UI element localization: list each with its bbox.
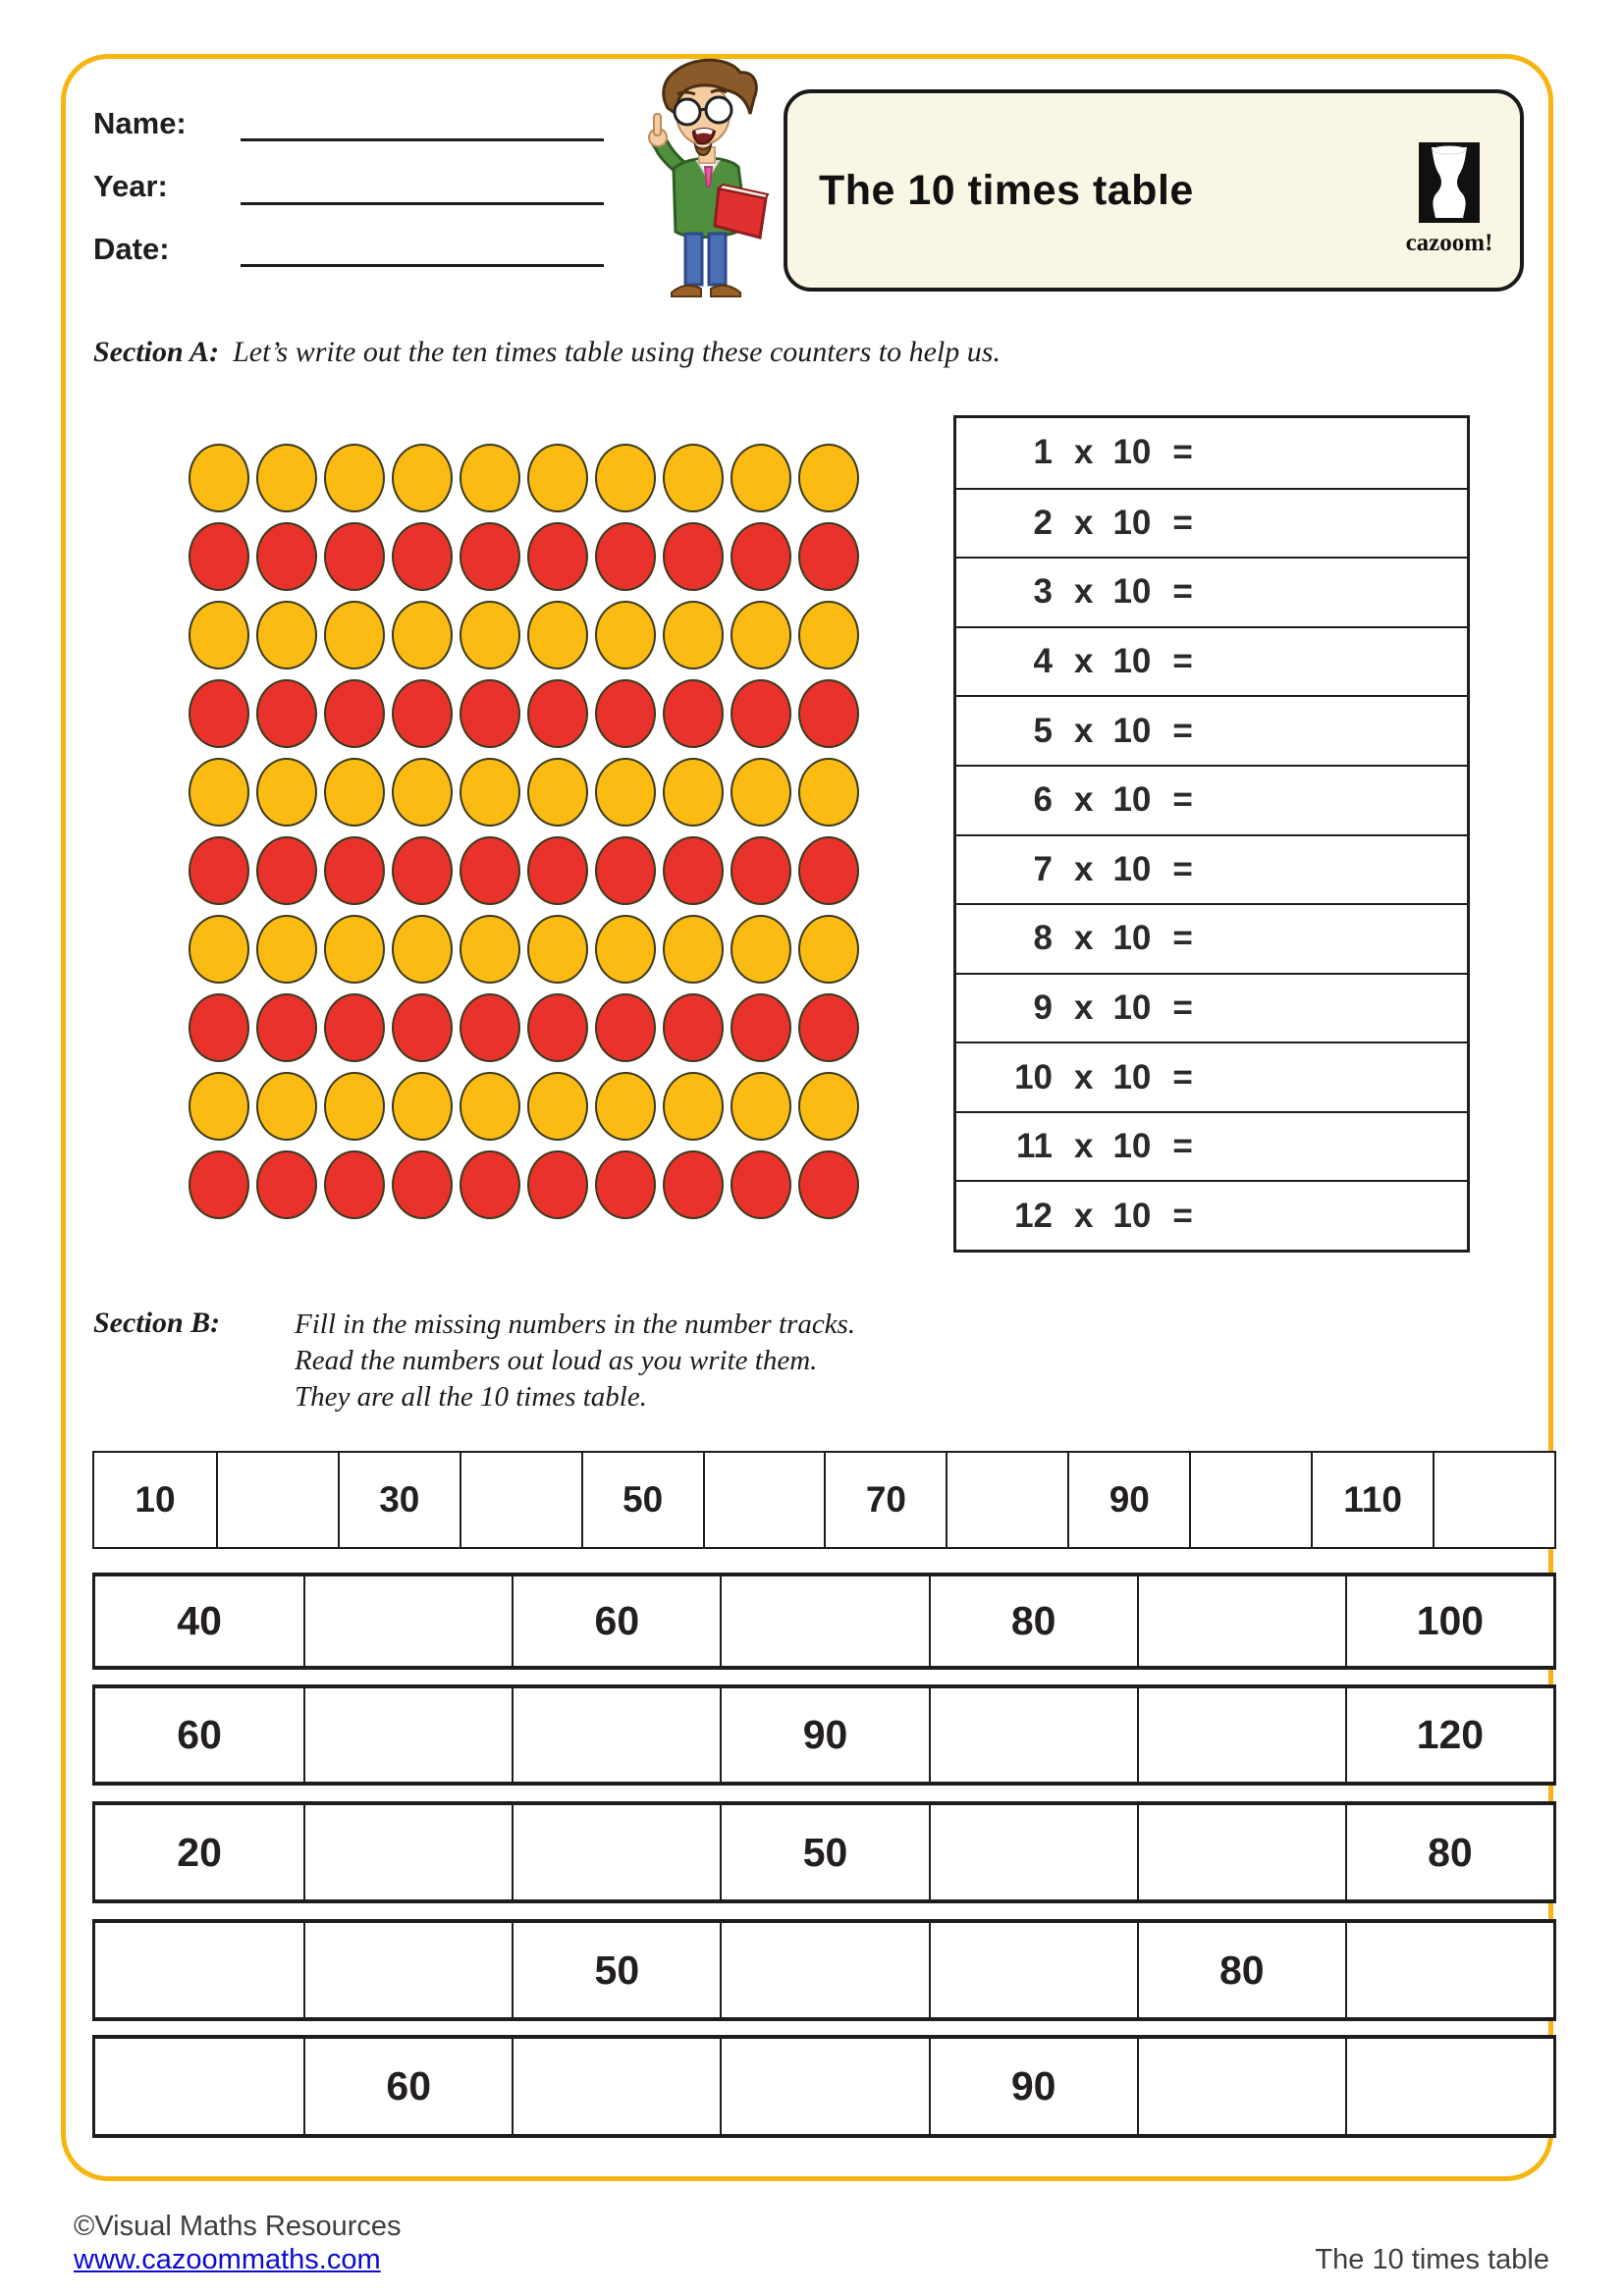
times-table-row — [956, 834, 1467, 904]
section-b-line-1: Fill in the missing numbers in the number tracks. — [295, 1308, 856, 1340]
track-cell-empty[interactable] — [95, 2039, 303, 2134]
yellow-counter — [798, 915, 859, 984]
track-cell-filled: 60 — [512, 1576, 720, 1666]
red-counter — [595, 522, 656, 591]
multiply-sign: x — [1074, 503, 1094, 542]
red-counter — [392, 836, 453, 905]
worksheet-title: The 10 times table — [819, 166, 1194, 214]
number-track — [92, 1919, 1556, 2021]
yellow-counter — [460, 444, 520, 512]
red-counter — [731, 1150, 791, 1219]
multiplicand: 12 — [1014, 1196, 1053, 1235]
multiply-sign: x — [1074, 849, 1094, 888]
track-cell-filled: 60 — [177, 1712, 222, 1757]
answer-space[interactable] — [1193, 836, 1467, 904]
red-counter — [256, 522, 317, 591]
yellow-counter — [324, 1072, 385, 1141]
track-cell-filled: 50 — [581, 1453, 703, 1547]
answer-space[interactable] — [1193, 767, 1467, 834]
red-counter — [731, 836, 791, 905]
red-counter — [189, 993, 249, 1062]
red-counter — [527, 679, 588, 748]
times-table-row — [956, 765, 1467, 834]
yellow-counter — [527, 758, 588, 827]
cazoom-logo-text: cazoom! — [1405, 230, 1493, 256]
red-counter — [460, 679, 520, 748]
yellow-counter — [663, 915, 724, 984]
equals-sign: = — [1172, 572, 1193, 612]
red-counter — [324, 993, 385, 1062]
equals-sign: = — [1172, 642, 1193, 681]
red-counter — [731, 993, 791, 1062]
red-counter — [731, 679, 791, 748]
answer-space[interactable] — [1193, 559, 1467, 626]
answer-space[interactable] — [1193, 1113, 1467, 1181]
yellow-counter — [324, 444, 385, 512]
section-b-line-2: Read the numbers out loud as you write them. — [295, 1345, 818, 1376]
track-cell-empty[interactable] — [303, 1923, 512, 2017]
times-table-row — [956, 973, 1467, 1042]
track-cell-empty[interactable] — [929, 1923, 1137, 2017]
multiplier: 10 — [1112, 1196, 1152, 1235]
track-cell-filled: 40 — [177, 1598, 222, 1643]
answer-space[interactable] — [1193, 697, 1467, 765]
multiplier: 10 — [1112, 711, 1152, 750]
times-table-row — [956, 557, 1467, 626]
yellow-counter — [731, 915, 791, 984]
number-tracks — [92, 1451, 1556, 2143]
red-counter — [595, 1150, 656, 1219]
track-cell-empty[interactable] — [1189, 1453, 1311, 1547]
multiplicand: 4 — [1033, 642, 1053, 681]
equals-sign: = — [1172, 780, 1193, 820]
red-counter — [392, 522, 453, 591]
track-cell-empty[interactable] — [512, 1805, 720, 1899]
red-counter — [189, 522, 249, 591]
red-counter — [527, 836, 588, 905]
equals-sign: = — [1172, 988, 1193, 1027]
multiplier: 10 — [1112, 988, 1152, 1027]
yellow-counter — [460, 1072, 520, 1141]
track-cell-empty[interactable] — [1137, 1576, 1345, 1666]
track-cell-filled: 90 — [720, 1688, 928, 1782]
yellow-counter — [392, 915, 453, 984]
cazoom-vase-icon — [1419, 142, 1480, 223]
track-cell-empty[interactable] — [303, 1688, 512, 1782]
track-cell-filled: 90 — [929, 2039, 1137, 2134]
times-table-row — [956, 695, 1467, 765]
name-label: Name: — [93, 106, 187, 140]
red-counter — [189, 1150, 249, 1219]
red-counter — [595, 836, 656, 905]
track-cell-filled: 10 — [135, 1479, 176, 1520]
multiplier: 10 — [1112, 780, 1152, 820]
track-cell-filled: 60 — [303, 2039, 512, 2134]
multiplicand: 6 — [1033, 780, 1053, 820]
red-counter — [798, 1150, 859, 1219]
multiply-sign: x — [1074, 433, 1094, 472]
yellow-counter — [189, 601, 249, 669]
year-input-line[interactable] — [241, 202, 604, 205]
equals-sign: = — [1172, 503, 1193, 542]
yellow-counter — [324, 758, 385, 827]
multiplicand: 1 — [1033, 433, 1053, 472]
answer-space[interactable] — [1193, 1182, 1467, 1250]
yellow-counter — [392, 1072, 453, 1141]
track-cell-filled: 80 — [1137, 1923, 1345, 2017]
red-counter — [392, 679, 453, 748]
red-counter — [460, 836, 520, 905]
multiply-sign: x — [1074, 988, 1094, 1027]
yellow-counter — [798, 444, 859, 512]
times-table-row — [956, 903, 1467, 973]
multiplier: 10 — [1112, 1057, 1152, 1096]
times-table-row — [956, 418, 1467, 488]
track-cell-empty[interactable] — [720, 1923, 928, 2017]
track-cell-empty[interactable] — [1345, 2039, 1553, 2134]
red-counter — [392, 1150, 453, 1219]
track-cell-empty[interactable] — [303, 1576, 512, 1666]
yellow-counter — [527, 1072, 588, 1141]
track-cell-filled: 30 — [338, 1453, 460, 1547]
yellow-counter — [189, 1072, 249, 1141]
track-cell-filled: 70 — [824, 1453, 946, 1547]
times-table-row — [956, 488, 1467, 558]
date-label: Date: — [93, 232, 170, 266]
multiplier: 10 — [1112, 433, 1152, 472]
red-counter — [460, 1150, 520, 1219]
red-counter — [663, 836, 724, 905]
answer-space[interactable] — [1193, 1043, 1467, 1111]
yellow-counter — [527, 601, 588, 669]
yellow-counter — [256, 1072, 317, 1141]
red-counter — [256, 836, 317, 905]
section-b-instructions — [295, 1307, 855, 1415]
red-counter — [324, 679, 385, 748]
red-counter — [798, 993, 859, 1062]
times-table-row — [956, 626, 1467, 696]
multiplier: 10 — [1112, 919, 1152, 958]
multiply-sign: x — [1074, 1127, 1094, 1166]
red-counter — [460, 522, 520, 591]
yellow-counter — [595, 444, 656, 512]
counters-grid — [189, 444, 859, 1219]
red-counter — [527, 1150, 588, 1219]
yellow-counter — [663, 601, 724, 669]
footer-link[interactable]: www.cazoommaths.com — [74, 2244, 381, 2275]
multiply-sign: x — [1074, 1057, 1094, 1096]
track-cell-empty[interactable] — [1137, 2039, 1345, 2134]
yellow-counter — [595, 915, 656, 984]
multiply-sign: x — [1074, 642, 1094, 681]
year-label: Year: — [93, 169, 168, 203]
answer-space[interactable] — [1193, 418, 1467, 488]
answer-space[interactable] — [1193, 490, 1467, 558]
red-counter — [324, 1150, 385, 1219]
yellow-counter — [324, 601, 385, 669]
yellow-counter — [324, 915, 385, 984]
title-box — [784, 89, 1524, 292]
multiplicand: 9 — [1033, 988, 1053, 1027]
answer-space[interactable] — [1193, 905, 1467, 973]
answer-space[interactable] — [1193, 975, 1467, 1042]
track-cell-filled: 80 — [929, 1576, 1137, 1666]
yellow-counter — [256, 915, 317, 984]
track-cell-empty[interactable] — [95, 1923, 303, 2017]
track-cell-empty[interactable] — [720, 1576, 928, 1666]
number-track — [92, 2035, 1556, 2138]
track-cell-empty[interactable] — [929, 1805, 1137, 1899]
multiplicand: 3 — [1033, 572, 1053, 612]
track-cell-empty[interactable] — [1345, 1923, 1553, 2017]
section-a-instruction: Section A: Let’s write out the ten times table using these counters to help us. — [93, 336, 1001, 368]
yellow-counter — [392, 444, 453, 512]
track-cell-filled: 50 — [720, 1805, 928, 1899]
yellow-counter — [595, 1072, 656, 1141]
yellow-counter — [392, 758, 453, 827]
number-track — [92, 1573, 1556, 1670]
yellow-counter — [392, 601, 453, 669]
yellow-counter — [256, 601, 317, 669]
multiplier: 10 — [1112, 503, 1152, 542]
name-input-line[interactable] — [241, 138, 604, 141]
red-counter — [324, 836, 385, 905]
times-table — [953, 415, 1470, 1253]
multiplicand: 8 — [1033, 919, 1053, 958]
yellow-counter — [663, 444, 724, 512]
multiply-sign: x — [1074, 780, 1094, 820]
yellow-counter — [595, 758, 656, 827]
yellow-counter — [663, 1072, 724, 1141]
yellow-counter — [460, 601, 520, 669]
multiply-sign: x — [1074, 1196, 1094, 1235]
yellow-counter — [595, 601, 656, 669]
section-b-line-3: They are all the 10 times table. — [295, 1381, 647, 1413]
multiplicand: 2 — [1033, 503, 1053, 542]
number-track — [92, 1684, 1556, 1786]
red-counter — [256, 679, 317, 748]
cazoom-logo — [1402, 142, 1496, 257]
times-table-row — [956, 1041, 1467, 1111]
red-counter — [189, 836, 249, 905]
red-counter — [527, 993, 588, 1062]
track-cell-empty[interactable] — [720, 2039, 928, 2134]
multiply-sign: x — [1074, 919, 1094, 958]
equals-sign: = — [1172, 1196, 1193, 1235]
yellow-counter — [189, 444, 249, 512]
red-counter — [256, 1150, 317, 1219]
multiplier: 10 — [1112, 849, 1152, 888]
track-cell-empty[interactable] — [1137, 1688, 1345, 1782]
equals-sign: = — [1172, 849, 1193, 888]
multiplier: 10 — [1112, 572, 1152, 612]
multiplicand: 7 — [1033, 849, 1053, 888]
equals-sign: = — [1172, 919, 1193, 958]
yellow-counter — [731, 601, 791, 669]
yellow-counter — [527, 915, 588, 984]
track-cell-filled: 50 — [512, 1923, 720, 2017]
red-counter — [527, 522, 588, 591]
red-counter — [595, 993, 656, 1062]
track-cell-empty[interactable] — [1433, 1453, 1554, 1547]
track-cell-filled: 20 — [177, 1829, 222, 1875]
times-table-row — [956, 1180, 1467, 1250]
yellow-counter — [460, 915, 520, 984]
yellow-counter — [731, 1072, 791, 1141]
track-cell-filled: 90 — [1067, 1453, 1189, 1547]
red-counter — [798, 679, 859, 748]
red-counter — [798, 522, 859, 591]
number-track — [92, 1451, 1556, 1549]
equals-sign: = — [1172, 1127, 1193, 1166]
red-counter — [392, 993, 453, 1062]
multiplier: 10 — [1112, 1127, 1152, 1166]
teacher-illustration — [617, 53, 795, 300]
red-counter — [189, 679, 249, 748]
track-cell-filled: 100 — [1345, 1576, 1553, 1666]
track-cell-empty[interactable] — [460, 1453, 581, 1547]
footer-title: The 10 times table — [1315, 2244, 1549, 2275]
times-table-row — [956, 1111, 1467, 1181]
multiply-sign: x — [1074, 711, 1094, 750]
red-counter — [798, 836, 859, 905]
yellow-counter — [527, 444, 588, 512]
equals-sign: = — [1172, 1057, 1193, 1096]
yellow-counter — [798, 758, 859, 827]
yellow-counter — [189, 758, 249, 827]
section-a-heading: Section A: — [93, 336, 220, 368]
multiplicand: 11 — [1016, 1127, 1053, 1166]
red-counter — [663, 1150, 724, 1219]
red-counter — [324, 522, 385, 591]
red-counter — [731, 522, 791, 591]
answer-space[interactable] — [1193, 628, 1467, 696]
yellow-counter — [256, 758, 317, 827]
red-counter — [663, 993, 724, 1062]
multiplicand: 10 — [1014, 1057, 1053, 1096]
yellow-counter — [731, 758, 791, 827]
yellow-counter — [189, 915, 249, 984]
equals-sign: = — [1172, 433, 1193, 472]
track-cell-empty[interactable] — [946, 1453, 1067, 1547]
track-cell-empty[interactable] — [1137, 1805, 1345, 1899]
yellow-counter — [460, 758, 520, 827]
track-cell-empty[interactable] — [703, 1453, 825, 1547]
number-track — [92, 1801, 1556, 1903]
track-cell-filled: 120 — [1345, 1688, 1553, 1782]
red-counter — [460, 993, 520, 1062]
yellow-counter — [256, 444, 317, 512]
track-cell-empty[interactable] — [512, 1688, 720, 1782]
date-input-line[interactable] — [241, 264, 604, 267]
multiply-sign: x — [1074, 572, 1094, 612]
red-counter — [256, 993, 317, 1062]
track-cell-empty[interactable] — [929, 1688, 1137, 1782]
track-cell-empty[interactable] — [216, 1453, 338, 1547]
yellow-counter — [798, 601, 859, 669]
yellow-counter — [663, 758, 724, 827]
track-cell-empty[interactable] — [303, 1805, 512, 1899]
multiplicand: 5 — [1033, 711, 1053, 750]
multiplier: 10 — [1112, 642, 1152, 681]
red-counter — [595, 679, 656, 748]
section-b-heading: Section B: — [93, 1307, 221, 1339]
footer-copyright: ©Visual Maths Resources — [74, 2211, 402, 2242]
track-cell-filled: 80 — [1345, 1805, 1553, 1899]
red-counter — [663, 679, 724, 748]
track-cell-filled: 110 — [1311, 1453, 1433, 1547]
yellow-counter — [798, 1072, 859, 1141]
red-counter — [663, 522, 724, 591]
equals-sign: = — [1172, 711, 1193, 750]
yellow-counter — [731, 444, 791, 512]
track-cell-empty[interactable] — [512, 2039, 720, 2134]
